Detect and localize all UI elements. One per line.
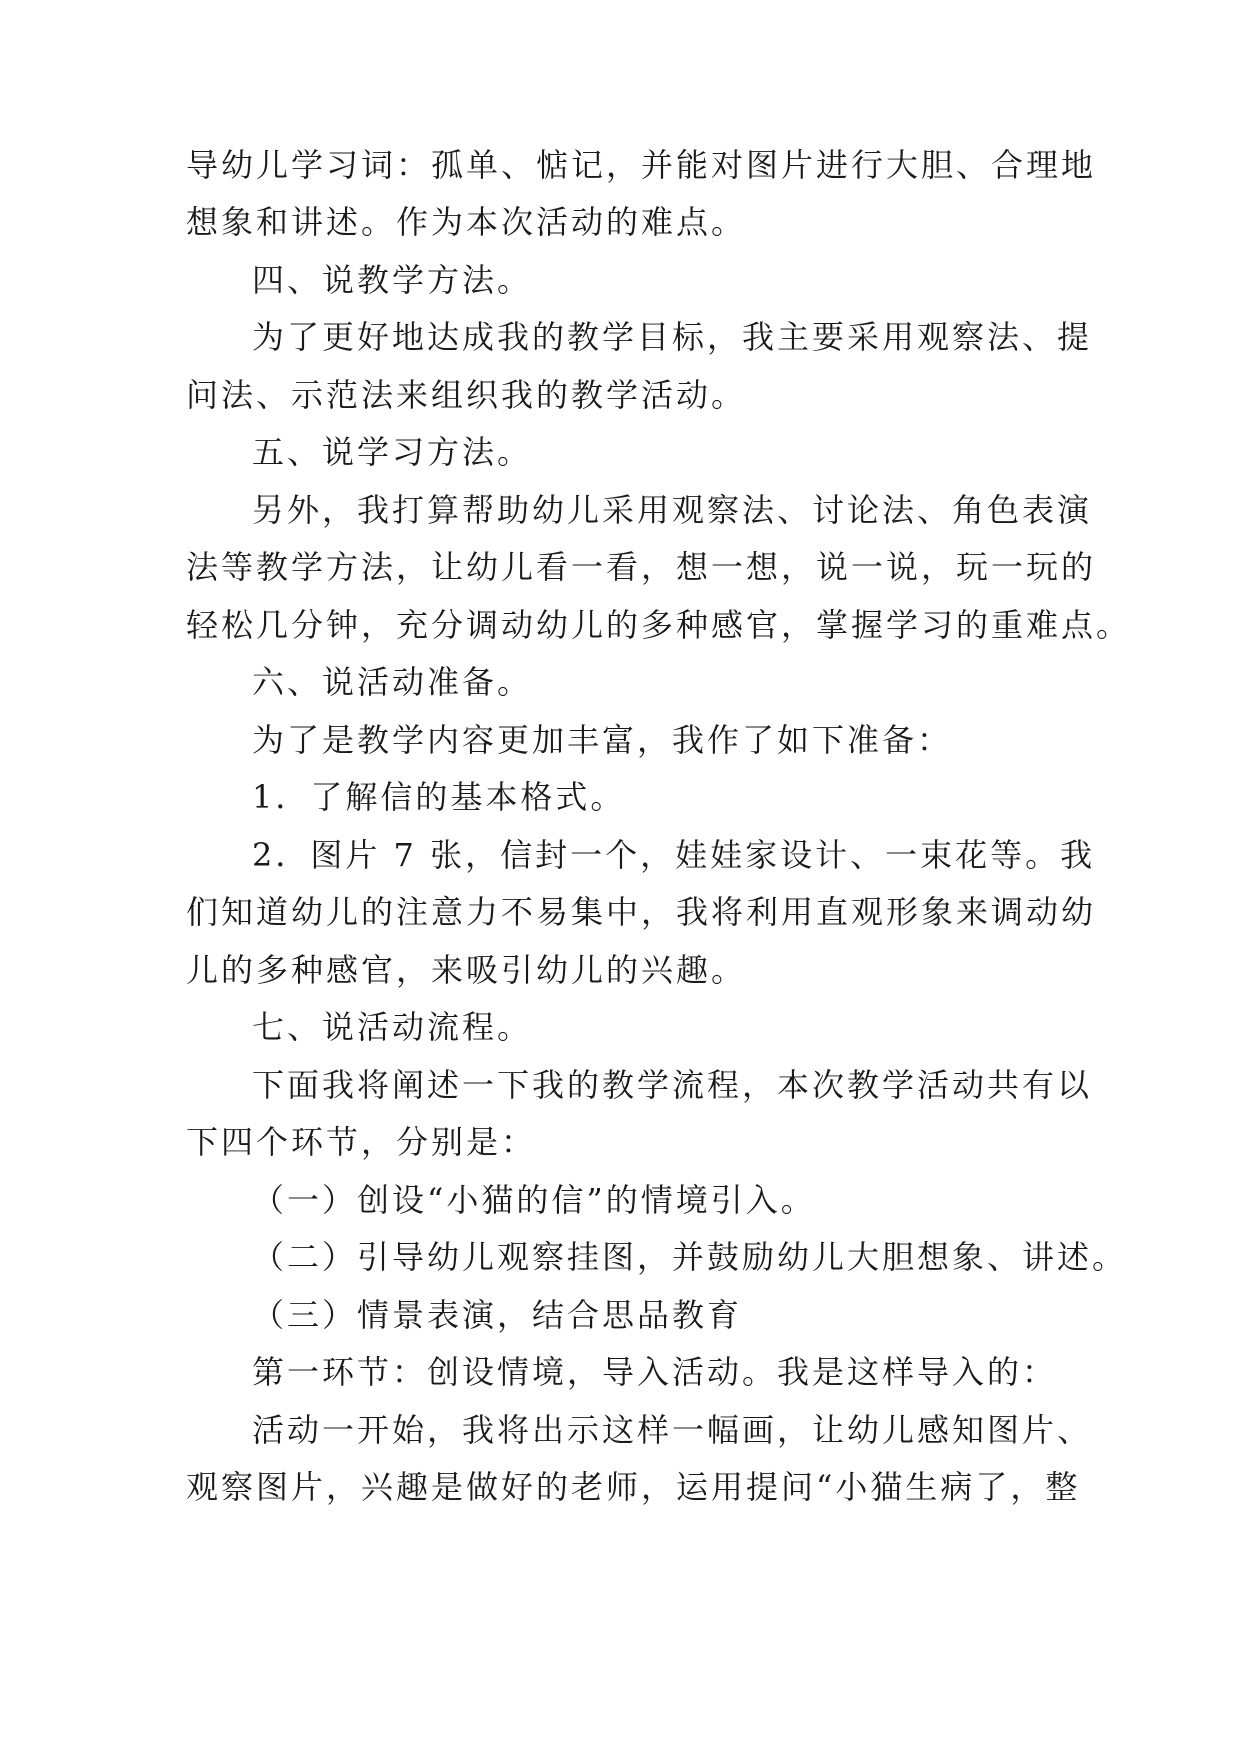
text-line: 们知道幼儿的注意力不易集中，我将利用直观形象来调动幼 <box>186 893 1097 931</box>
text-line: 观察图片，兴趣是做好的老师，运用提问“小猫生病了，整 <box>186 1468 1081 1506</box>
section-heading: 四、说教学方法。 <box>252 261 533 299</box>
text-line: 另外，我打算帮助幼儿采用观察法、讨论法、角色表演 <box>252 491 1093 529</box>
text-line: 问法、示范法来组织我的教学活动。 <box>186 376 747 414</box>
text-line: 儿的多种感官，来吸引幼儿的兴趣。 <box>186 951 747 989</box>
text-line: 想象和讲述。作为本次活动的难点。 <box>186 203 747 241</box>
text-line: 为了更好地达成我的教学目标，我主要采用观察法、提 <box>252 318 1093 356</box>
text-line: 第一环节：创设情境，导入活动。我是这样导入的： <box>252 1353 1058 1391</box>
section-heading: 七、说活动流程。 <box>252 1008 533 1046</box>
text-line: 下面我将阐述一下我的教学流程，本次教学活动共有以 <box>252 1066 1093 1104</box>
text-line: 导幼儿学习词：孤单、惦记，并能对图片进行大胆、合理地 <box>186 146 1097 184</box>
text-line: 轻松几分钟，充分调动幼儿的多种感官，掌握学习的重难点。 <box>186 606 1132 644</box>
section-heading: 六、说活动准备。 <box>252 663 533 701</box>
list-item: （一）创设“小猫的信”的情境引入。 <box>252 1181 816 1219</box>
section-heading: 五、说学习方法。 <box>252 433 533 471</box>
list-item: 1．了解信的基本格式。 <box>252 778 626 816</box>
text-line: 下四个环节，分别是： <box>186 1123 537 1161</box>
list-item: （二）引导幼儿观察挂图，并鼓励幼儿大胆想象、讲述。 <box>252 1238 1128 1276</box>
list-item: （三）情景表演，结合思品教育 <box>252 1296 743 1334</box>
list-item: 2．图片 7 张，信封一个，娃娃家设计、一束花等。我 <box>252 836 1096 874</box>
text-line: 活动一开始，我将出示这样一幅画，让幼儿感知图片、 <box>252 1411 1093 1449</box>
text-line: 为了是教学内容更加丰富，我作了如下准备： <box>252 721 953 759</box>
text-line: 法等教学方法，让幼儿看一看，想一想，说一说，玩一玩的 <box>186 548 1097 586</box>
